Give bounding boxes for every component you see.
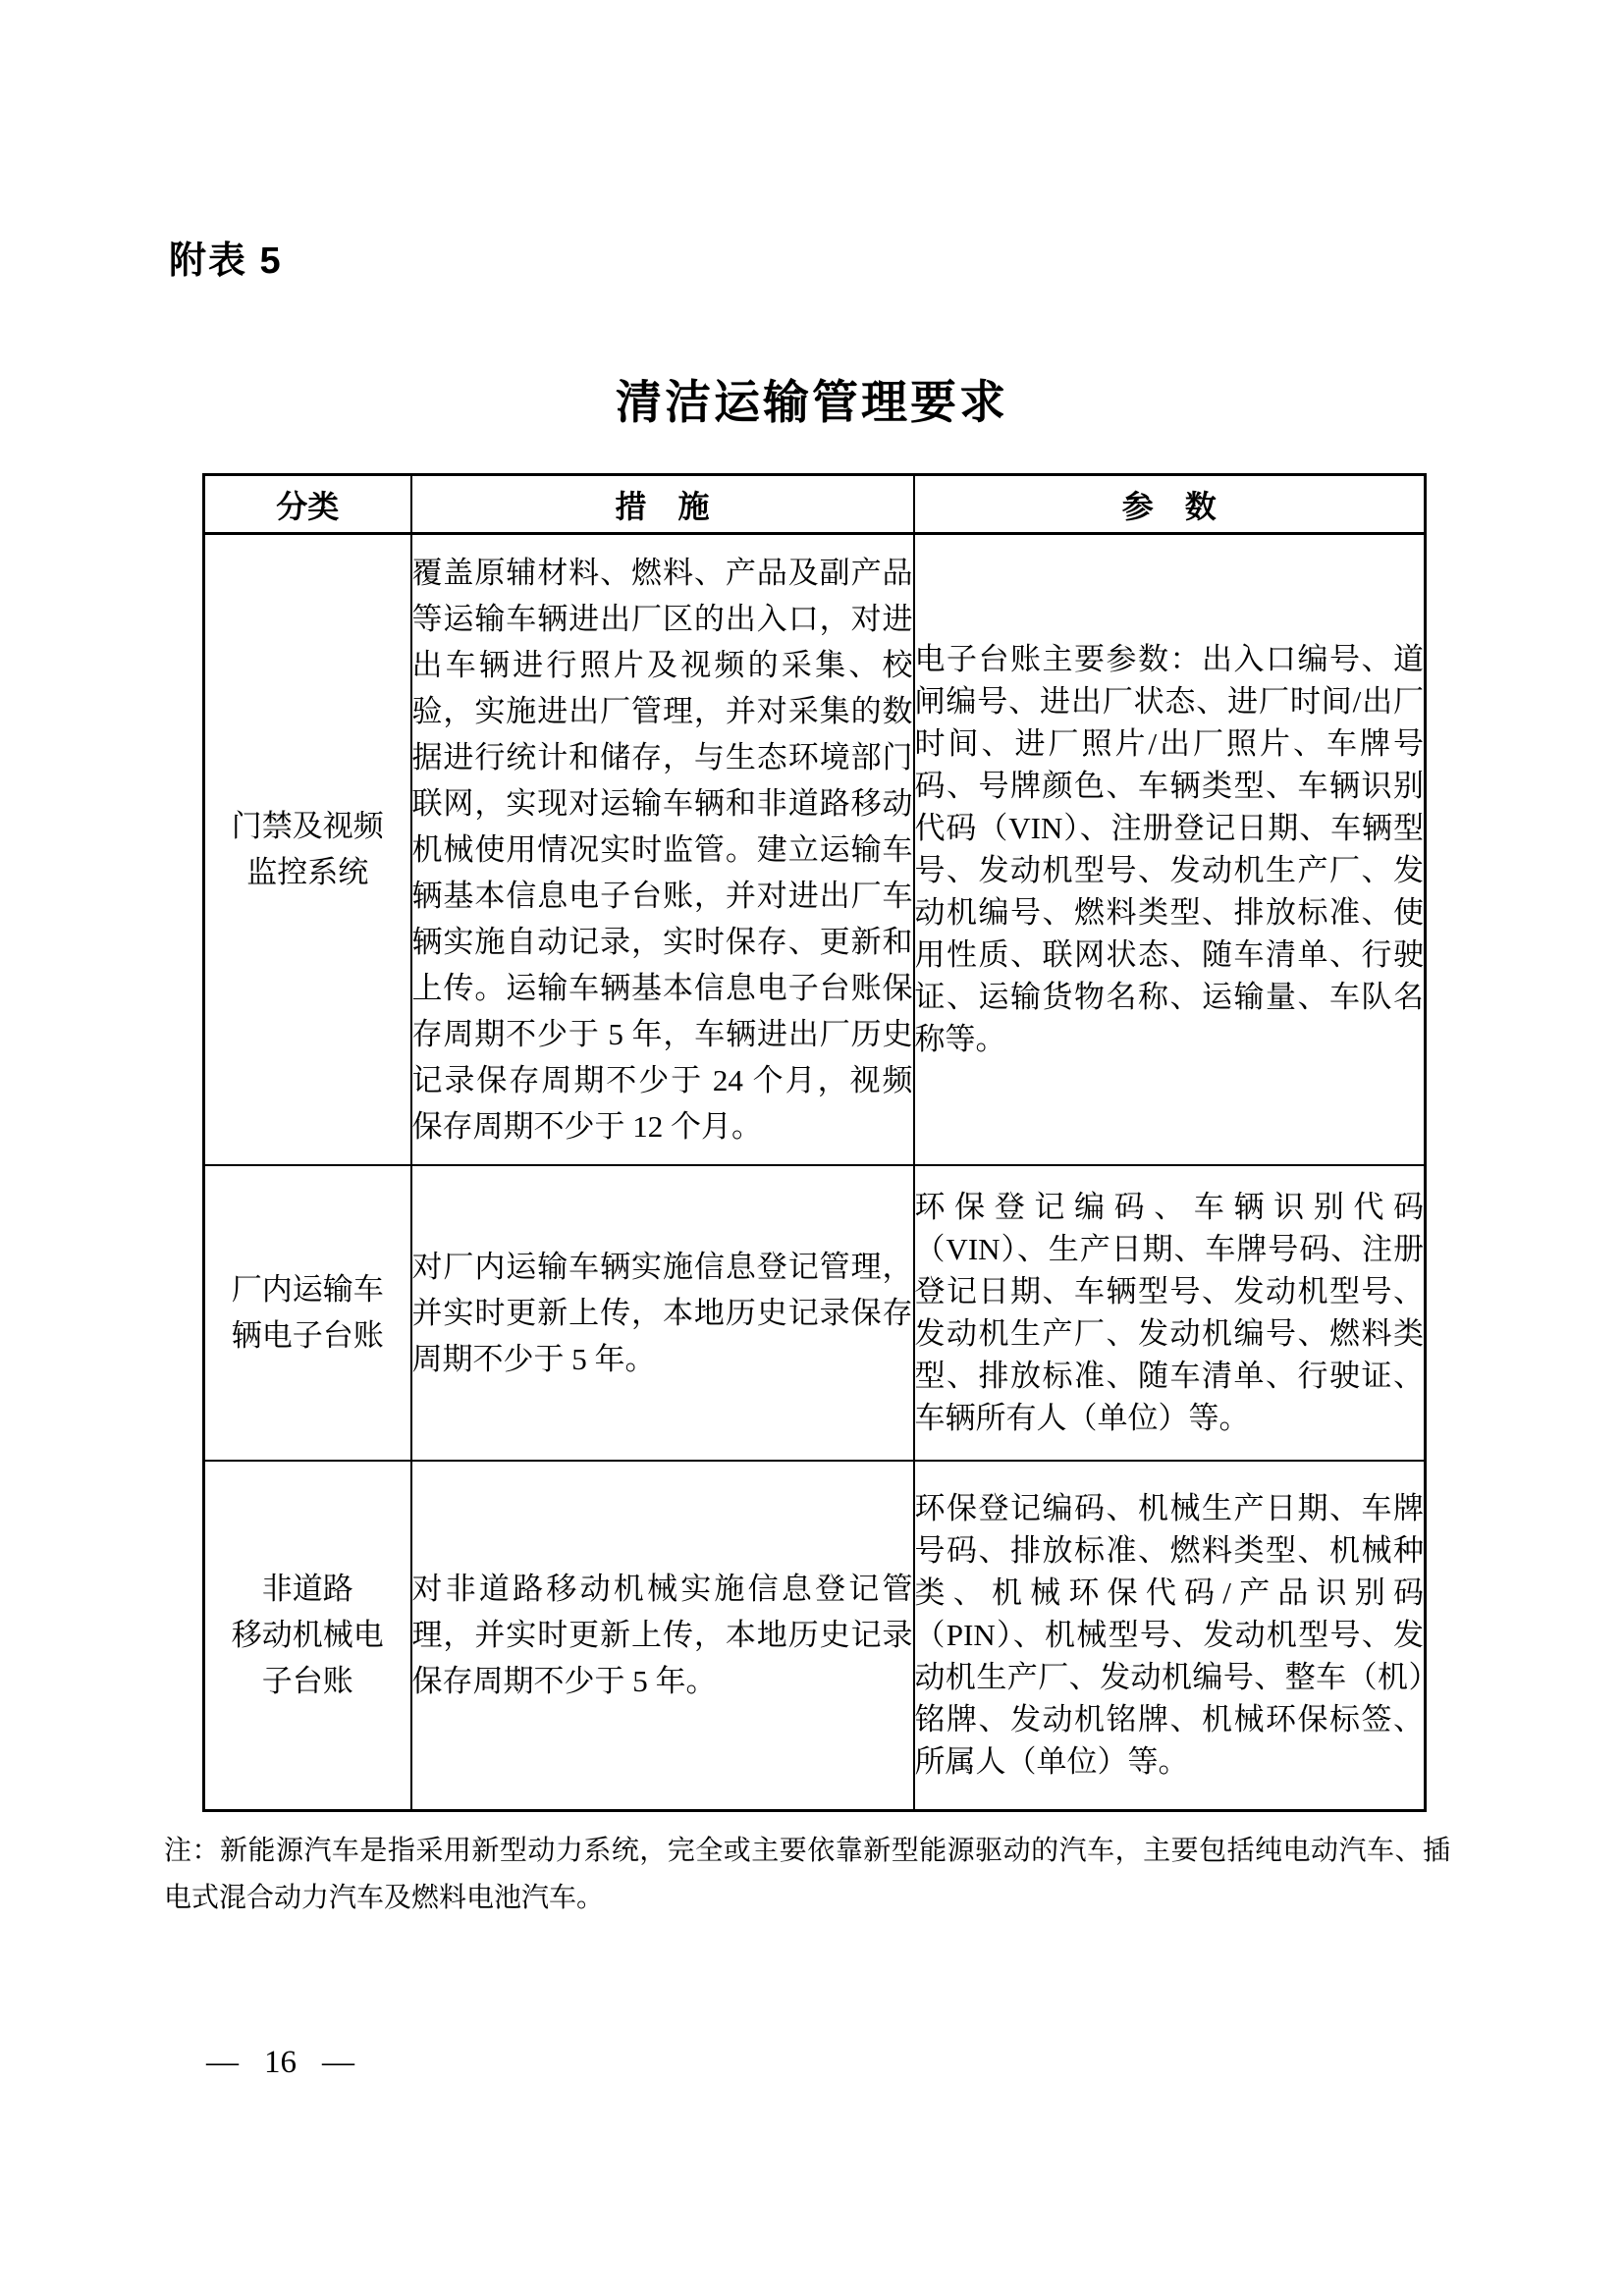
requirements-table [202, 473, 1427, 1812]
category-cell-access-video-monitoring: 门禁及视频 监控系统 [204, 534, 411, 1165]
page-number-dash-left: — [206, 2045, 239, 2080]
table-row [204, 534, 1426, 1165]
category-cell-nonroad-machinery-ledger: 非道路 移动机械电 子台账 [204, 1461, 411, 1811]
measure-cell-onsite-vehicle-ledger: 对厂内运输车辆实施信息登记管理，并实时更新上传，本地历史记录保存周期不少于 5 年。 [411, 1165, 914, 1461]
column-header-parameter: 参 数 [914, 475, 1426, 534]
attachment-label: 附表 5 [169, 240, 283, 282]
footnote: 注：新能源汽车是指采用新型动力系统，完全或主要依靠新型能源驱动的汽车，主要包括纯电动汽车、插电式混合动力汽车及燃料电池汽车。 [164, 1836, 1450, 1913]
measure-cell-nonroad-machinery-ledger: 对非道路移动机械实施信息登记管理，并实时更新上传，本地历史记录保存周期不少于 5 年。 [411, 1461, 914, 1811]
page-number-dash-right: — [322, 2045, 354, 2080]
page-number-value: 16 [264, 2045, 297, 2080]
column-header-category: 分类 [204, 475, 411, 534]
table-header-row [204, 475, 1426, 534]
parameter-cell-nonroad-machinery-ledger: 环保登记编码、机械生产日期、车牌号码、排放标准、燃料类型、机械种类、机械环保代码/产品识别码（PIN）、机械型号、发动机型号、发动机生产厂、发动机编号、整车（机）铭牌、发动机铭牌、机械环保标签、所属人（单位）等。 [914, 1461, 1426, 1811]
table-row [204, 1461, 1426, 1811]
page-number [206, 2044, 354, 2083]
page-title: 清洁运输管理要求 [616, 376, 1008, 428]
measure-cell-access-video-monitoring: 覆盖原辅材料、燃料、产品及副产品等运输车辆进出厂区的出入口，对进出车辆进行照片及视频的采集、校验，实施进出厂管理，并对采集的数据进行统计和储存，与生态环境部门联网，实现对运输车辆和非道路移动机械使用情况实时监管。建立运输车辆基本信息电子台账，并对进出厂车辆实施自动记录，实时保存、更新和上传。运输车辆基本信息电子台账保存周期不少于 5 年，车辆进出厂历史记录保存周期不少于 24 个月，视频保存周期不少于 12 个月。 [411, 534, 914, 1165]
parameter-cell-access-video-monitoring: 电子台账主要参数：出入口编号、道闸编号、进出厂状态、进厂时间/出厂时间、进厂照片/出厂照片、车牌号码、号牌颜色、车辆类型、车辆识别代码（VIN）、注册登记日期、车辆型号、发动机型号、发动机生产厂、发动机编号、燃料类型、排放标准、使用性质、联网状态、随车清单、行驶证、运输货物名称、运输量、车队名称等。 [914, 534, 1426, 1165]
parameter-cell-onsite-vehicle-ledger: 环保登记编码、车辆识别代码（VIN）、生产日期、车牌号码、注册登记日期、车辆型号、发动机型号、发动机生产厂、发动机编号、燃料类型、排放标准、随车清单、行驶证、车辆所有人（单位）等。 [914, 1165, 1426, 1461]
table-row [204, 1165, 1426, 1461]
column-header-measure: 措 施 [411, 475, 914, 534]
category-cell-onsite-vehicle-ledger: 厂内运输车 辆电子台账 [204, 1165, 411, 1461]
